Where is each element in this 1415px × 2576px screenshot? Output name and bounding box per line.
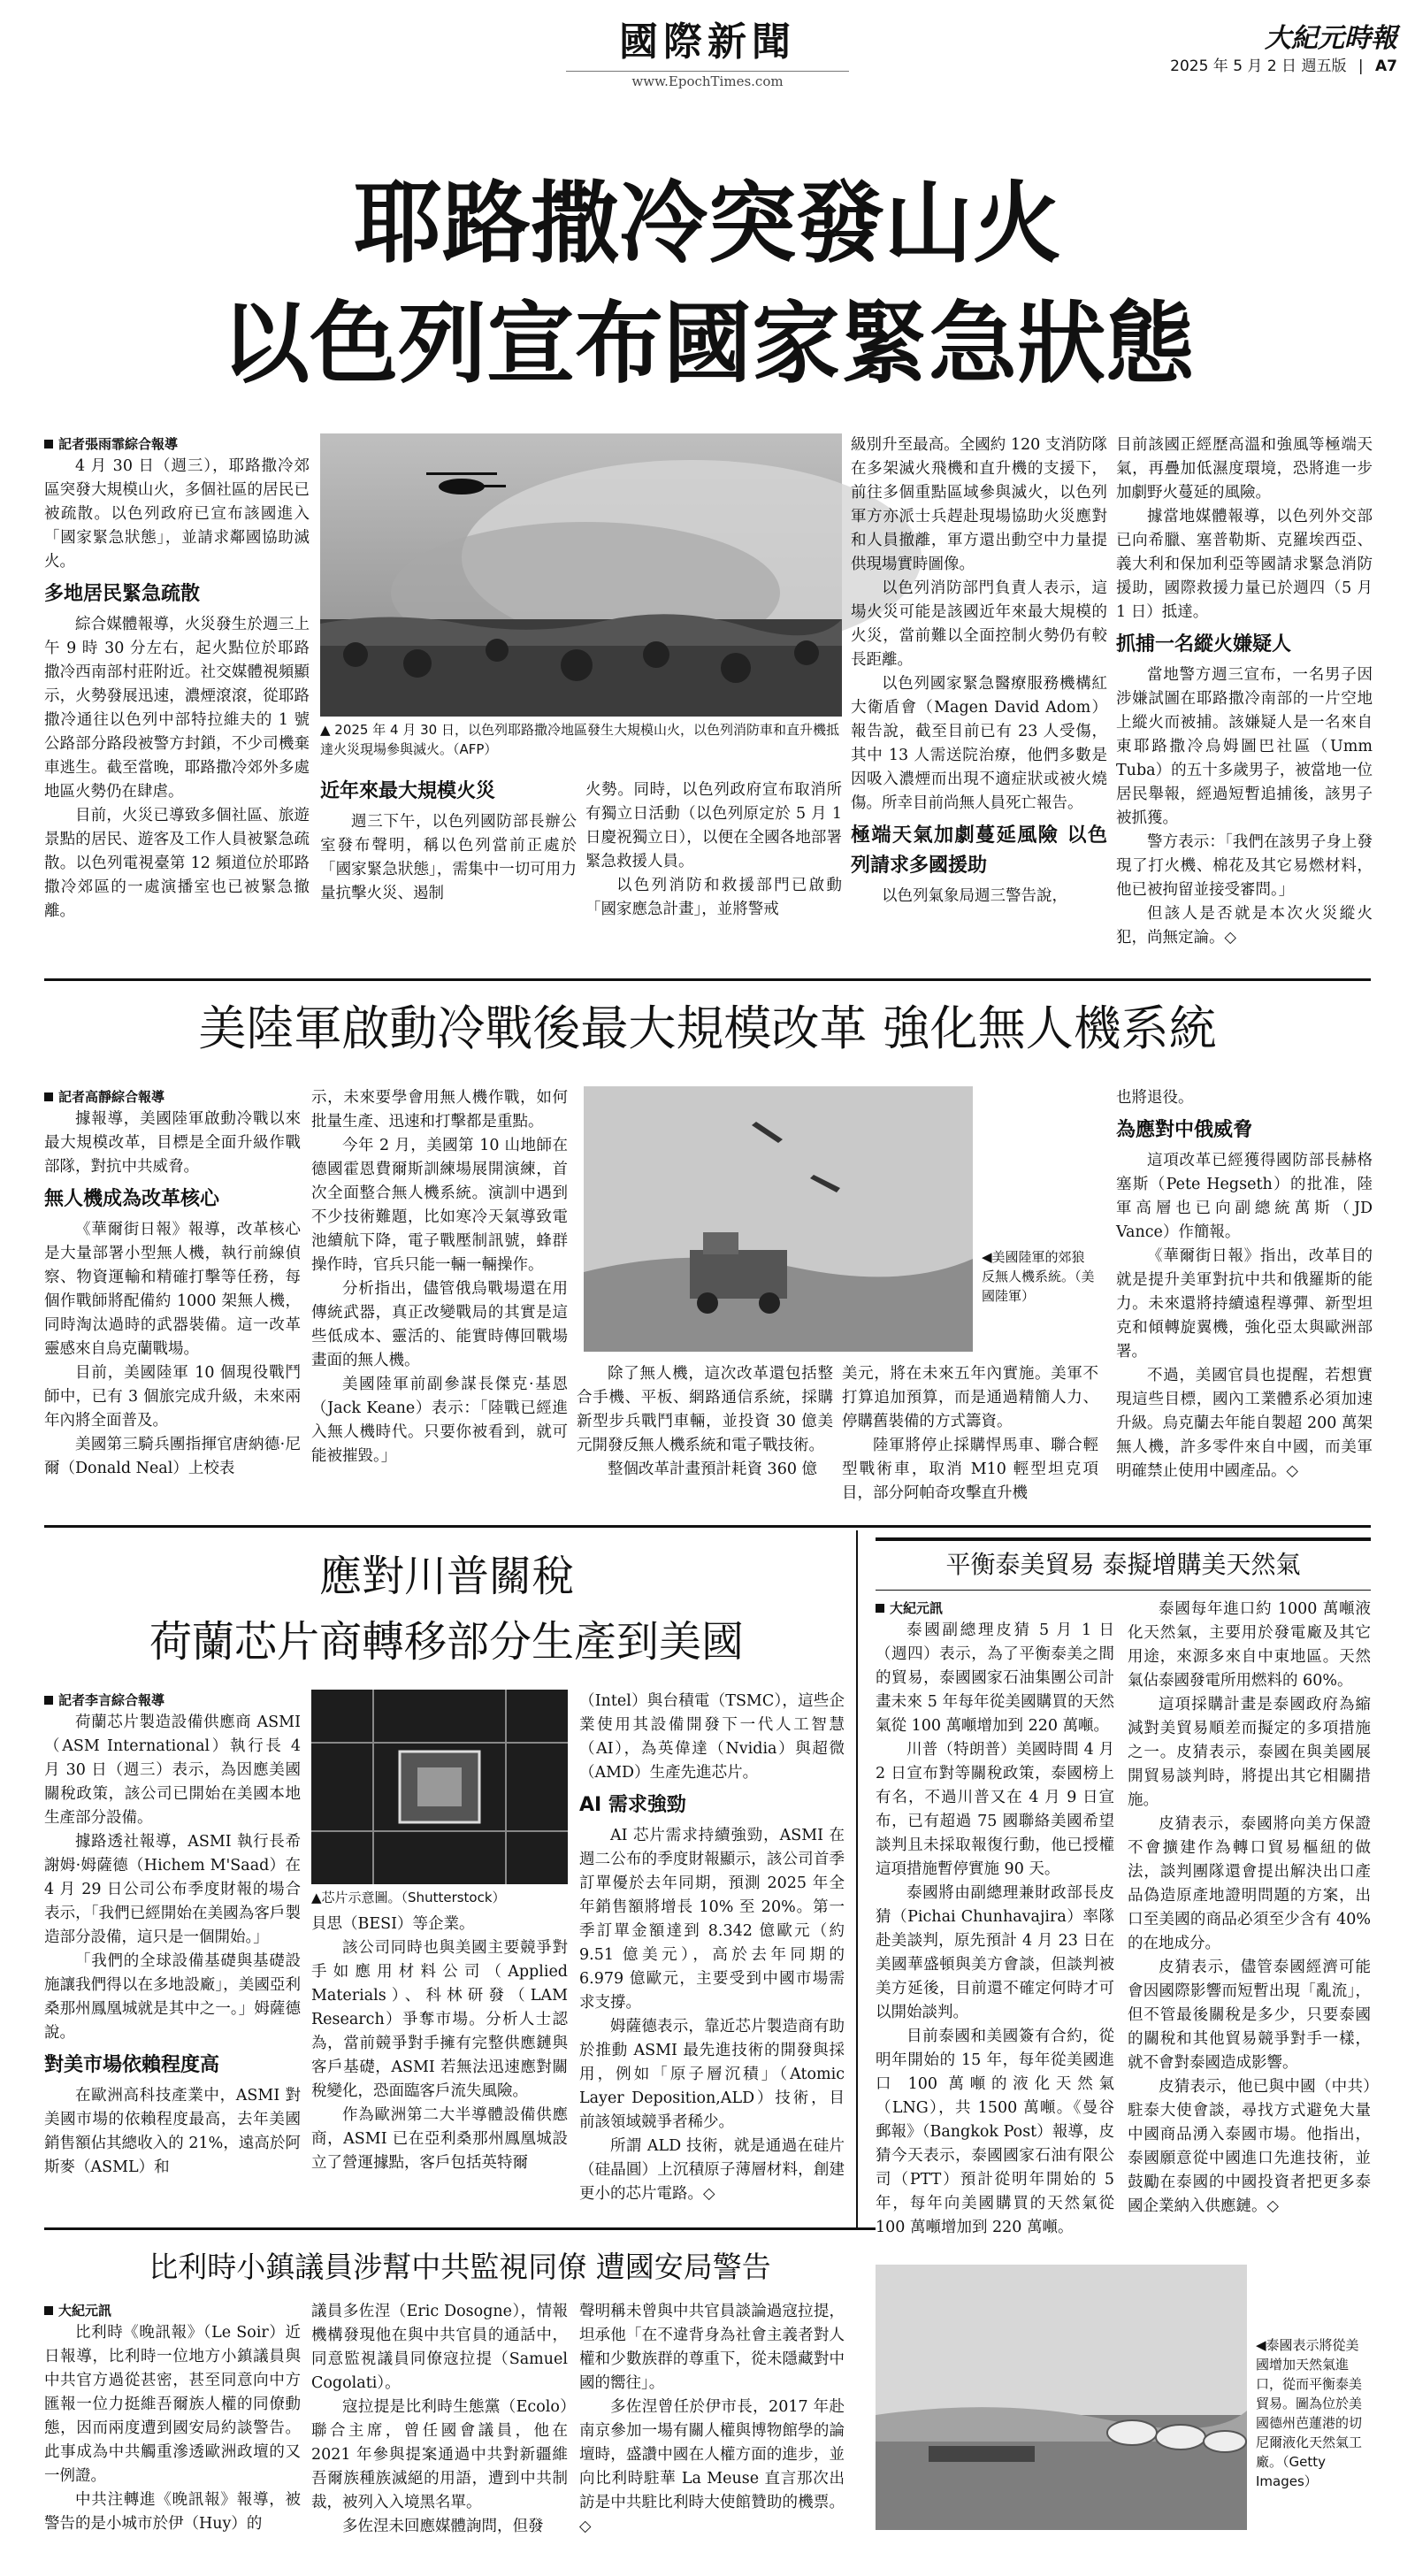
story1-col5: 目前該國正經歷高溫和強風等極端天氣，再疊加低濕度環境，恐將進一步加劇野火蔓延的風險。 據當地媒體報導，以色列外交部已向希臘、塞普勒斯、克羅埃西亞、義大利和保加利亞等國請求緊急消防援助，國際救援力量已於週四（5 月 1 日）抵達。 抓捕一名縱火嫌疑人 當地警方週三宣布，一名男子因涉嫌試圖在耶路撒冷南部的一片空地上縱火而被捕。該嫌疑人是一名來自東耶路撒冷烏姆圖巴社區（Umm Tuba）的五十多歲男子，被當地一位居民舉報，經過短暫追捕後，該男子被抓獲。 警方表示：「我們在該男子身上發現了打火機、棉花及其它易燃材料，他已被拘留並接受審問。」 但該人是否就是本次火災縱火犯，尚無定論。◇ xyxy=(1116,436,1373,947)
date-line: 2025 年 5 月 2 日 週五版 | A7 xyxy=(1170,58,1397,75)
divider xyxy=(44,978,1371,981)
brand-logo: 大紀元時報 xyxy=(1265,23,1397,54)
photo-caption: ▲ 2025 年 4 月 30 日，以色列耶路撒冷地區發生大規模山火，以色列消防車和直升機抵達火災現場參與滅火。（AFP） xyxy=(320,722,839,757)
story5-headline: 比利時小鎮議員涉幫中共監視同僚 遭國安局警告 xyxy=(149,2250,771,2284)
story5-col2: 議員多佐涅（Eric Dosogne），情報機構發現他在與中共官員的通話中，同意監視議員同僚寇拉提（Samuel Cogolati）。 寇拉提是比利時生態黨（Ecolo）聯合主席，曾任國會議員，他在 2021 年參與提案通過中共對新疆維吾爾族種族滅絕的用語，遭到中共制裁，被列入入境黑名單。 多佐涅未回應媒體詢問，但發 xyxy=(311,2303,568,2535)
story1-col1: 記者張雨霏綜合報導 4 月 30 日（週三），耶路撒冷郊區突發大規模山火，多個社區的居民已被疏散。以色列政府已宣布該國進入「國家緊急狀態」，並請求鄰國協助滅火。 多地居民緊急疏散 綜合媒體報導，火災發生於週三上午 9 時 30 分左右，起火點位於耶路撒冷西南部村莊附近。社交媒體視頻顯示，火勢發展迅速，濃煙滾滾，從耶路撒冷通往以色列中部特拉維夫的 1 號公路部分路段被警方封鎖，不少司機棄車逃生。截至當晚，耶路撒冷郊外多處地區火勢仍在肆虐。 目前，火災已導致多個社區、旅遊景點的居民、遊客及工作人員被緊急疏散。以色列電視臺第 12 頻道位於耶路撒冷郊區的一處演播室也已被緊急撤離。 xyxy=(44,433,310,973)
story1-col4: 級別升至最高。全國約 120 支消防隊在多架滅火飛機和直升機的支援下，前往多個重點區域參與滅火，以色列軍方亦派士兵趕赴現場協助火災應對和人員撤離，軍方還出動空中力量提供現場實時圖像。 以色列消防部門負責人表示，這場火災可能是該國近年來最大規模的火災，當前難以全面控制火勢仍有較長距離。 以色列國家緊急醫療服務機構紅大衛盾會（Magen David Adom）報告說，截至目前已有 23 人受傷，其中 13 人需送院治療，他們多數是因吸入濃煙而出現不適症狀或被火燒傷。所幸目前尚無人員死亡報告。 極端天氣加劇蔓延風險 以色列請求多國援助 以色列氣象局週三警告說， xyxy=(851,436,1107,905)
photo-caption: ▲芯片示意圖。（Shutterstock） xyxy=(311,1890,506,1905)
story2-col5: 也將退役。 為應對中俄威脅 這項改革已經獲得國防部長赫格塞斯（Pete Hegseth）的批准，陸軍高層也已向副總統萬斯（JD Vance）作簡報。 《華爾街日報》指出，改革目的就是提升美軍對抗中共和俄羅斯的能力。未來還將持續遠程導彈、新型坦克和傾轉旋翼機，強化亞太與歐洲部署。 不過，美國官員也提醒，若想實現這些目標，國內工業體系必須加速升級。烏克蘭去年能自製超 200 萬架無人機，許多零件來自中國，而美軍明確禁止使用中國產品。◇ xyxy=(1116,1089,1373,1480)
story4-headline: 平衡泰美貿易 泰擬增購美天然氣 xyxy=(945,1550,1301,1579)
subheading: 近年來最大規模火災 xyxy=(320,780,496,802)
section-title: 國際新聞 xyxy=(619,19,796,65)
divider xyxy=(856,1530,858,2227)
story5-col1: 大紀元訊 比利時《晚訊報》（Le Soir）近日報導，比利時一位地方小鎮議員與中共官方過從甚密，甚至同意向中方匯報一位力挺維吾爾族人權的同僚動態，因而兩度遭到國安局約談警告。此事成為中共觸重滲透歐洲政壇的又一例證。 中共注轉進《晚訊報》報導，被警告的是小城市於伊（Huy）的 xyxy=(44,2303,301,2533)
subheading: AI 需求強勁 xyxy=(579,1794,686,1816)
subheading: 多地居民緊急疏散 xyxy=(44,583,201,605)
subheading: 為應對中俄威脅 xyxy=(1116,1119,1253,1141)
story2-col2: 示，未來要學會用無人機作戰，如何批量生產、迅速和打擊都是重點。 今年 2 月，美國第 10 山地師在德國霍恩費爾斯訓練場展開演練，首次全面整合無人機系統。演訓中遇到不少技術難題，比如寒冷天氣導致電池續航下降，電子戰壓制訊號，蜂群操作時，官兵只能一輛一輛操作。 分析指出，儘管俄烏戰場還在用傳統武器，真正改變戰局的其實是這些低成本、靈活的、能實時傳回戰場畫面的無人機。 美國陸軍前副參謀長傑克·基恩（Jack Keane）表示：「陸戰已經進入無人機時代。只要你被看到，就可能被摧毀。」 xyxy=(311,1089,568,1465)
story3-col2: 貝思（BESI）等企業。 該公司同時也與美國主要競爭對手如應用材料公司（Applied Materials）、科林研發（LAM Research）爭奪市場。分析人士認為，當前競爭對手擁有完整供應鏈與客戶基礎，ASMI 若無法迅速應對關稅變化，恐面臨客戶流失風險。 作為歐洲第二大半導體設備供應商，ASMI 已在亞利桑那州鳳凰城設立了營運據點，客戶包括英特爾 xyxy=(311,1915,568,2172)
story1-headline: 耶路撒冷突發山火 以色列宣布國家緊急狀態 xyxy=(221,172,1194,395)
story2-col4: 美元，將在未來五年內實施。美軍不打算追加預算，而是通過精簡人力、停購舊裝備的方式籌資。 陸軍將停止採購悍馬車、聯合輕型戰術車，取消 M10 輕型坦克項目，部分阿帕奇攻擊直升機 xyxy=(842,1365,1098,1502)
chip-photo xyxy=(311,1690,568,1884)
story1-col2: 近年來最大規模火災 週三下午，以色列國防部長辦公室發布聲明，稱以色列當前正處於「國家緊急狀態」，需集中一切可用力量抗擊火災、遏制 xyxy=(320,771,577,975)
lng-plant-photo xyxy=(876,2265,1247,2530)
divider xyxy=(44,1525,1371,1528)
masthead xyxy=(0,0,1415,142)
story4-col2: 泰國每年進口約 1000 萬噸液化天然氣，主要用於發電廠及其它用途，來源多來自中東地區。天然氣佔泰國發電所用燃料的 60%。 這項採購計畫是泰國政府為縮減對美貿易順差而擬定的多項措施之一。皮猜表示，泰國在與美國展開貿易談判時，將提出其它相關措施。 皮猜表示，泰國將向美方保證不會擴建作為轉口貿易樞紐的做法，談判團隊還會提出解決出口產品偽造原產地證明問題的方案，出口至美國的商品必須至少含有 40% 的在地成分。 皮猜表示，儘管泰國經濟可能會因國際影響而短暫出現「亂流」，但不管最後關稅是多少，只要泰國的關稅和其他貿易競爭對手一樣，就不會對泰國造成影響。 皮猜表示，他已與中國（中共）駐泰大使會談，尋找方式避免大量中國商品湧入泰國市場。他指出，泰國願意從中國進口先進技術，並鼓勵在泰國的中國投資者把更多泰國企業納入供應鏈。◇ xyxy=(1128,1600,1371,2215)
site-url: www.EpochTimes.com xyxy=(566,71,849,92)
story3-col3: （Intel）與台積電（TSMC），這些企業使用其設備開發下一代人工智慧（AI），為英偉達（Nvidia）與超微（AMD）生產先進芯片。 AI 需求強勁 AI 芯片需求持續強勁，ASMI 在週二公布的季度財報顯示，該公司首季訂單優於去年同期，預測 2025 年全年銷售額將增長 10% 至 20%。第一季訂單金額達到 8.342 億歐元（約 9.51 億美元），高於去年同期的 6.979 億歐元，主要受到中國市場需求支撐。 姆薩德表示，靠近芯片製造商有助於推動 ASMI 最先進技術的開發與採用，例如「原子層沉積」（Atomic Layer Deposition,ALD）技術，目前該領域競爭者稀少。 所謂 ALD 技術，就是通過在硅片（硅晶圓）上沉積原子薄層材料，創建更小的芯片電路。◇ xyxy=(579,1692,845,2203)
photo-caption: ◀美國陸軍的郊狼反無人機系統。（美國陸軍） xyxy=(982,1249,1095,1304)
story4-headline-box xyxy=(876,1537,1371,1591)
story2-headline: 美陸軍啟動冷戰後最大規模改革 強化無人機系統 xyxy=(198,1000,1217,1056)
subheading: 對美市場依賴程度高 xyxy=(44,2054,220,2076)
story3-headline: 應對川普關稅 荷蘭芯片商轉移部分生產到美國 xyxy=(149,1552,744,1667)
photo-caption: ◀泰國表示將從美國增加天然氣進口，從而平衡泰美貿易。圖為位於美國德州芭蓮港的切尼爾液化天然氣工廠。（Getty Images） xyxy=(1256,2337,1363,2489)
story4-col1: 大紀元訊 泰國副總理皮猜 5 月 1 日（週四）表示，為了平衡泰美之間的貿易，泰國國家石油集團公司計畫未來 5 年每年從美國購買的天然氣從 100 萬噸增加到 220 萬噸。 川普（特朗普）美國時間 4 月 2 日宣布對等關稅政策，泰國榜上有名，不過川普又在 4 月 9 日宣布，已有超過 75 國聯絡美國希望談判且未採取報復行動，他已授權這項措施暫停實施 90 天。 泰國將由副總理兼財政部長皮猜（Pichai Chunhavajira）率隊赴美談判，原先預計 4 月 23 日在美國華盛頓與美方會談，但談判被美方延後，目前還不確定何時才可以開始談判。 目前泰國和美國簽有合約，從明年開始的 15 年，每年從美國進口 100 萬噸的液化天然氣（LNG），共 1500 萬噸。《曼谷郵報》（Bangkok Post）報導，皮猜今天表示，泰國國家石油有限公司（PTT）預計從明年開始的 5 年，每年向美國購買的天然氣從 100 萬噸增加到 220 萬噸。 xyxy=(876,1600,1114,2236)
subheading: 抓捕一名縱火嫌疑人 xyxy=(1116,633,1292,656)
divider xyxy=(44,2227,876,2230)
story1-col3: 火勢。同時，以色列政府宣布取消所有獨立日活動（以色列原定於 5 月 1 日慶祝獨立日），以便在全國各地部署緊急救援人員。 以色列消防和救援部門已啟動「國家應急計畫」，並將警戒 xyxy=(585,781,842,918)
subheading: 極端天氣加劇蔓延風險 以色列請求多國援助 xyxy=(851,824,1107,877)
story2-col1: 記者高靜綜合報導 據報導，美國陸軍啟動冷戰以來最大規模改革，目標是全面升級作戰部隊，對抗中共威脅。 無人機成為改革核心 《華爾街日報》報導，改革核心是大量部署小型無人機，執行前線偵察、物資運輸和精確打擊等任務，每個作戰師將配備約 1000 架無人機，同時淘汰過時的武器裝備。這一改革靈感來自烏克蘭戰場。 目前，美國陸軍 10 個現役戰鬥師中，已有 3 個旅完成升級，未來兩年內將全面普及。 美國第三騎兵團指揮官唐納德·尼爾（Donald Neal）上校表 xyxy=(44,1089,301,1477)
byline: 記者張雨霏綜合報導 xyxy=(44,433,310,455)
story2-col3: 除了無人機，這次改革還包括整合手機、平板、網路通信系統，採購新型步兵戰鬥車輛，並投資 30 億美元開發反無人機系統和電子戰技術。 整個改革計畫預計耗資 360 億 xyxy=(577,1365,833,1478)
subheading: 無人機成為改革核心 xyxy=(44,1188,220,1210)
drone-defense-photo xyxy=(584,1086,973,1352)
issue-date: 2025 年 5 月 2 日 週五版 xyxy=(1170,58,1347,75)
page-number: A7 xyxy=(1375,58,1397,75)
story5-col3: 聲明稱未曾與中共官員談論過寇拉提，坦承他「在不違背身為社會主義者對人權和少數族群的尊重下，從未隱藏對中國的嚮往」。 多佐涅曾任於伊市長，2017 年赴南京參加一場有關人權與博物館學的論壇時，盛讚中國在人權方面的進步，並向比利時駐華 La Meuse 直言那次出訪是中共駐比利時大使館贊助的機票。◇ xyxy=(579,2303,845,2535)
wildfire-photo xyxy=(320,433,842,717)
story3-col1: 記者李言綜合報導 荷蘭芯片製造設備供應商 ASMI（ASM International）執行長 4 月 30 日（週三）表示，為因應美國關稅政策，該公司已開始在美國本地生產部分設備。 據路透社報導，ASMI 執行長希謝姆·姆薩德（Hichem M'Saad）在 4 月 29 日公司公布季度財報的場合表示，「我們已經開始在美國為客戶製造部分設備，這只是一個開始。」 「我們的全球設備基礎與基礎設施讓我們得以在多地設廠」，美國亞利桑那州鳳凰城就是其中之一。」姆薩德說。 對美市場依賴程度高 在歐洲高科技產業中，ASMI 對美國市場的依賴程度最高，去年美國銷售額佔其總收入的 21%，遠高於阿斯麥（ASML）和 xyxy=(44,1692,301,2176)
